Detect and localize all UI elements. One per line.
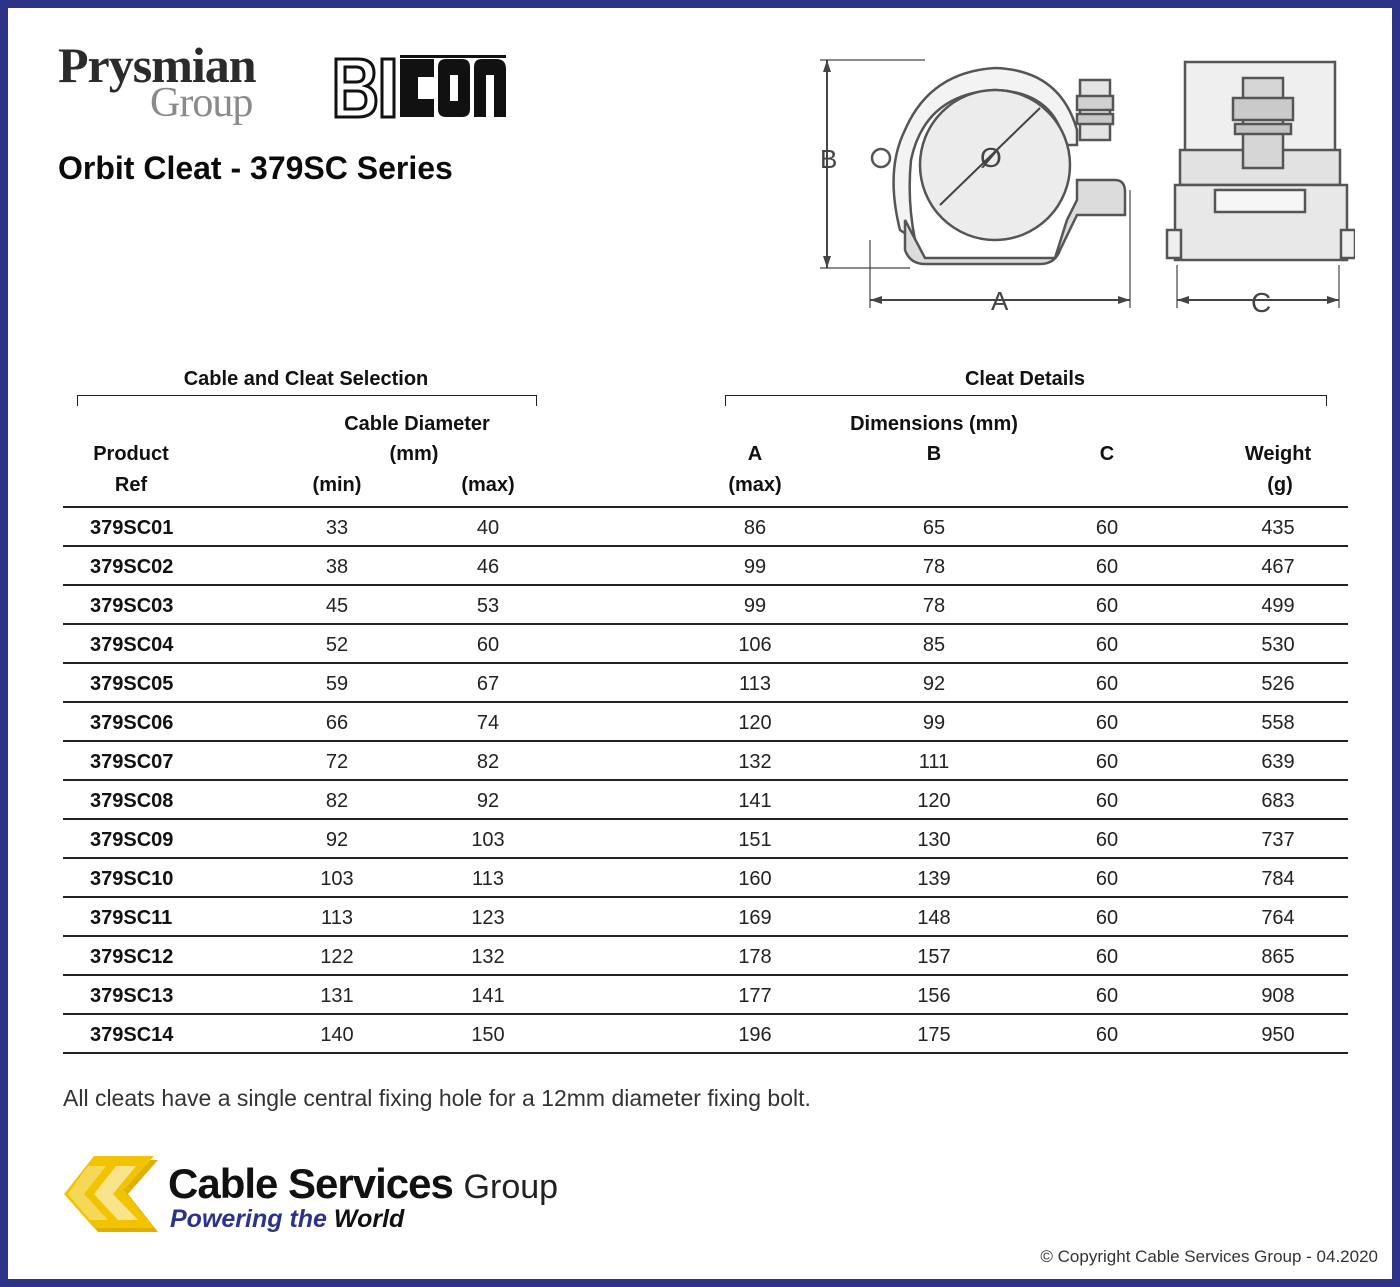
cell-c: 60 <box>1095 751 1119 773</box>
cell-min: 66 <box>325 712 349 734</box>
cell-b: 99 <box>922 712 946 734</box>
table-row <box>63 508 1348 547</box>
header-a: A <box>747 443 763 465</box>
cell-a: 196 <box>738 1024 772 1046</box>
copyright-text: © Copyright Cable Services Group - 04.2020 <box>1040 1247 1378 1266</box>
cell-a: 106 <box>738 634 772 656</box>
cell-product-ref: 379SC13 <box>90 985 174 1007</box>
table-row <box>63 664 1348 703</box>
cell-weight: 865 <box>1261 946 1295 968</box>
table-row <box>63 859 1348 898</box>
cell-c: 60 <box>1095 673 1119 695</box>
cell-c: 60 <box>1095 868 1119 890</box>
cell-product-ref: 379SC02 <box>90 556 174 578</box>
cell-c: 60 <box>1095 790 1119 812</box>
cell-min: 122 <box>320 946 354 968</box>
cell-max: 67 <box>476 673 500 695</box>
cell-c: 60 <box>1095 985 1119 1007</box>
cell-b: 139 <box>917 868 951 890</box>
table-row <box>63 898 1348 937</box>
page-title: Orbit Cleat - 379SC Series <box>58 150 453 186</box>
group-details-label: Cleat Details <box>964 368 1086 390</box>
fixing-note: All cleats have a single central fixing hole for a 12mm diameter fixing bolt. <box>63 1085 811 1111</box>
header-weight-g: (g) <box>1267 474 1293 496</box>
table-row <box>63 742 1348 781</box>
header-a-max: (max) <box>728 474 782 496</box>
table-row <box>63 703 1348 742</box>
cell-weight: 499 <box>1261 595 1295 617</box>
cell-min: 59 <box>325 673 349 695</box>
cell-b: 85 <box>922 634 946 656</box>
table-row <box>63 781 1348 820</box>
cell-min: 45 <box>325 595 349 617</box>
header-min: (min) <box>312 474 362 496</box>
cell-min: 33 <box>325 517 349 539</box>
cell-product-ref: 379SC06 <box>90 712 174 734</box>
company-tagline <box>170 1205 404 1234</box>
cell-min: 92 <box>325 829 349 851</box>
dimension-a-label: A <box>991 286 1009 316</box>
cell-b: 156 <box>917 985 951 1007</box>
cell-max: 40 <box>476 517 500 539</box>
cell-max: 60 <box>476 634 500 656</box>
cell-a: 178 <box>738 946 772 968</box>
diameter-label: Ø <box>980 142 1002 173</box>
cell-b: 157 <box>917 946 951 968</box>
table-row <box>63 976 1348 1015</box>
cell-max: 103 <box>471 829 505 851</box>
table-row <box>63 820 1348 859</box>
cell-b: 130 <box>917 829 951 851</box>
cell-max: 150 <box>471 1024 505 1046</box>
cell-min: 140 <box>320 1024 354 1046</box>
header-b: B <box>926 443 942 465</box>
table-row <box>63 1015 1348 1054</box>
cell-max: 82 <box>476 751 500 773</box>
cell-a: 177 <box>738 985 772 1007</box>
company-name: Cable Services <box>168 1160 453 1207</box>
cell-c: 60 <box>1095 595 1119 617</box>
cable-services-name <box>168 1160 558 1208</box>
cell-c: 60 <box>1095 634 1119 656</box>
company-suffix: Group <box>463 1168 559 1206</box>
prysmian-logo-word: Prysmian <box>58 37 256 93</box>
cell-product-ref: 379SC07 <box>90 751 174 773</box>
cell-c: 60 <box>1095 946 1119 968</box>
group-selection-bracket <box>77 395 537 406</box>
cell-weight: 908 <box>1261 985 1295 1007</box>
cell-product-ref: 379SC01 <box>90 517 174 539</box>
prysmian-logo-group: Group <box>150 80 253 126</box>
cell-weight: 639 <box>1261 751 1295 773</box>
cell-max: 92 <box>476 790 500 812</box>
cleat-drawing <box>815 50 1355 320</box>
cell-product-ref: 379SC09 <box>90 829 174 851</box>
cell-max: 123 <box>471 907 505 929</box>
header-dimensions: Dimensions (mm) <box>850 413 1018 435</box>
cell-b: 92 <box>922 673 946 695</box>
cell-max: 74 <box>476 712 500 734</box>
cell-a: 99 <box>743 556 767 578</box>
header-cable-diameter: Cable Diameter <box>344 413 490 435</box>
cell-product-ref: 379SC10 <box>90 868 174 890</box>
cell-product-ref: 379SC04 <box>90 634 174 656</box>
group-details-bracket <box>725 395 1327 406</box>
cell-min: 113 <box>321 907 353 929</box>
cell-weight: 558 <box>1261 712 1295 734</box>
cell-product-ref: 379SC12 <box>90 946 174 968</box>
cell-b: 78 <box>922 556 946 578</box>
cable-services-logo-mark <box>58 1156 168 1238</box>
cell-b: 111 <box>918 751 950 773</box>
cell-product-ref: 379SC03 <box>90 595 174 617</box>
cell-min: 82 <box>325 790 349 812</box>
dimension-c-label: C <box>1251 287 1272 318</box>
header-product: Product <box>93 443 169 465</box>
cell-weight: 950 <box>1261 1024 1295 1046</box>
tagline-part-1: Powering the <box>170 1205 327 1233</box>
cell-product-ref: 379SC14 <box>90 1024 174 1046</box>
group-selection-label: Cable and Cleat Selection <box>183 368 429 390</box>
cell-a: 99 <box>743 595 767 617</box>
cell-c: 60 <box>1095 829 1119 851</box>
dimension-b-label: B <box>820 144 838 174</box>
cell-c: 60 <box>1095 1024 1119 1046</box>
cell-b: 78 <box>922 595 946 617</box>
cell-b: 120 <box>917 790 951 812</box>
cell-a: 120 <box>738 712 772 734</box>
cell-weight: 435 <box>1261 517 1295 539</box>
cell-max: 141 <box>471 985 505 1007</box>
cell-a: 113 <box>739 673 771 695</box>
header-weight: Weight <box>1244 443 1312 465</box>
tagline-part-2: World <box>333 1205 405 1233</box>
cell-b: 148 <box>917 907 951 929</box>
cell-c: 60 <box>1095 517 1119 539</box>
cell-max: 53 <box>476 595 500 617</box>
cell-weight: 467 <box>1261 556 1295 578</box>
cell-product-ref: 379SC11 <box>90 907 173 929</box>
header-c: C <box>1099 443 1115 465</box>
cell-weight: 530 <box>1261 634 1295 656</box>
cell-a: 141 <box>738 790 772 812</box>
header-cable-mm: (mm) <box>389 443 439 465</box>
cell-c: 60 <box>1095 712 1119 734</box>
cell-min: 72 <box>325 751 349 773</box>
table-row <box>63 625 1348 664</box>
cell-c: 60 <box>1095 556 1119 578</box>
table-row <box>63 586 1348 625</box>
cell-b: 175 <box>917 1024 951 1046</box>
table-row <box>63 937 1348 976</box>
table-row <box>63 547 1348 586</box>
cell-c: 60 <box>1095 907 1119 929</box>
cell-min: 103 <box>320 868 354 890</box>
cell-min: 131 <box>320 985 354 1007</box>
cell-a: 132 <box>738 751 772 773</box>
cell-a: 169 <box>738 907 772 929</box>
cell-product-ref: 379SC05 <box>90 673 174 695</box>
cell-min: 52 <box>325 634 349 656</box>
product-table <box>63 508 1348 1054</box>
prysmian-logo <box>58 37 256 126</box>
cell-weight: 764 <box>1261 907 1295 929</box>
cell-max: 113 <box>472 868 504 890</box>
cell-a: 151 <box>738 829 772 851</box>
cell-weight: 737 <box>1261 829 1295 851</box>
cell-a: 160 <box>738 868 772 890</box>
cell-max: 46 <box>476 556 500 578</box>
header-max: (max) <box>461 474 515 496</box>
cell-b: 65 <box>922 517 946 539</box>
cell-min: 38 <box>325 556 349 578</box>
cell-weight: 526 <box>1261 673 1295 695</box>
cell-weight: 784 <box>1261 868 1295 890</box>
cell-product-ref: 379SC08 <box>90 790 174 812</box>
cell-a: 86 <box>743 517 767 539</box>
bicon-logo <box>334 55 509 121</box>
cell-weight: 683 <box>1261 790 1295 812</box>
cell-max: 132 <box>471 946 505 968</box>
header-ref: Ref <box>114 474 148 496</box>
